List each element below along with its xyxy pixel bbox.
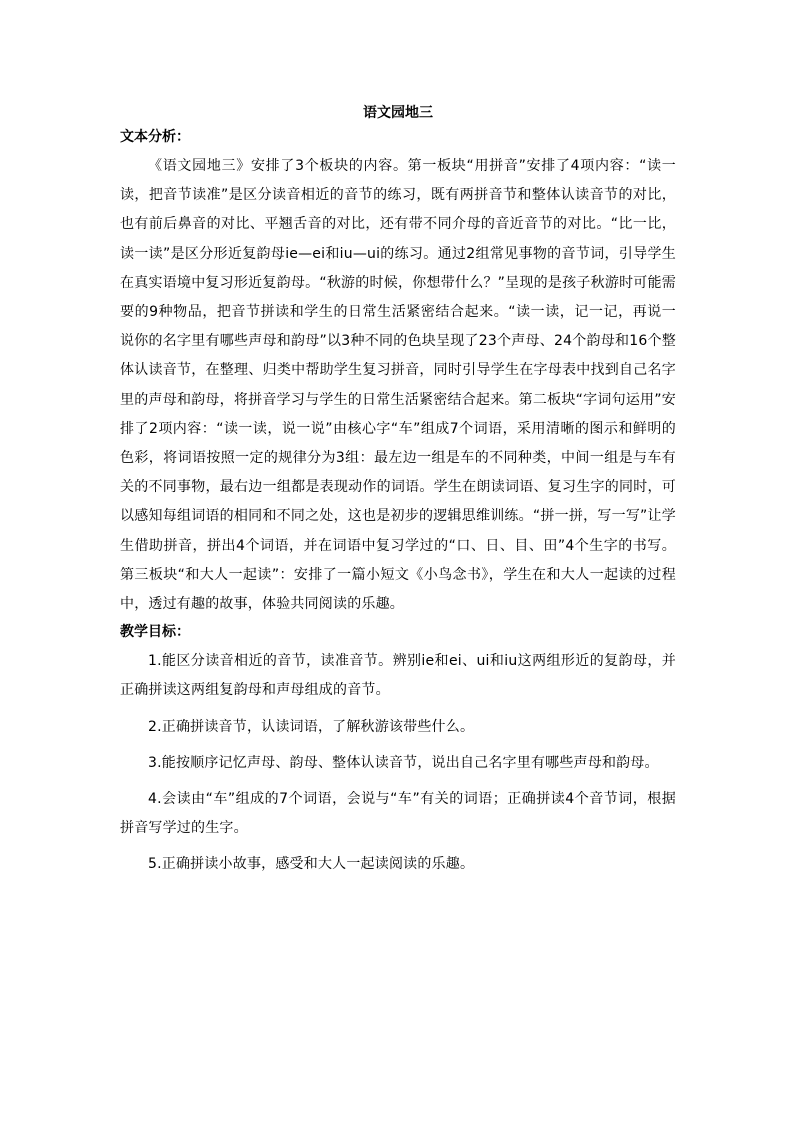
- objective-item-3: 3.能按顺序记忆声母、韵母、整体认读音节，说出自己名字里有哪些声母和韵母。: [148, 754, 659, 771]
- objective-item-1: 1.能区分读音相近的音节，读准音节。辨别ie和ei、ui和iu这两组形近的复韵母，并正确拼读这两组复韵母和声母组成的音节。: [120, 653, 676, 699]
- document-title: 语文园地三: [363, 105, 433, 121]
- objective-item-2: 2.正确拼读音节，认读词语，了解秋游该带些什么。: [148, 718, 475, 735]
- document-body: [120, 102, 676, 887]
- objectives-heading: 教学目标：: [120, 624, 190, 641]
- objective-item-5: 5.正确拼读小故事，感受和大人一起读阅读的乐趣。: [148, 856, 475, 873]
- analysis-paragraph: 《语文园地三》安排了3个板块的内容。第一板块“用拼音”安排了4项内容：“读一读，把音节读准”是区分读音相近的音节的练习，既有两拼音节和整体认读音节的对比，也有前后鼻音的对比、平翘舌音的对比，还有带不同介母的音近音节的对比。“比一比，读一读”是区分形近复韵母ie—ei和iu—ui的练习。通过2组常见事物的音节词，引导学生在真实语境中复习形近复韵母。“秋游的时候，你想带什么？”呈现的是孩子秋游时可能需要的9种物品，把音节拼读和学生的日常生活紧密结合起来。“读一读，记一记，再说一说你的名字里有哪些声母和韵母”以3种不同的色块呈现了23个声母、24个韵母和16个整体认读音节，在整理、归类中帮助学生复习拼音，同时引导学生在字母表中找到自己名字里的声母和韵母，将拼音学习与学生的日常生活紧密结合起来。第二板块“字词句运用”安排了2项内容：“读一读，说一说”由核心字“车”组成7个词语，采用清晰的图示和鲜明的色彩，将词语按照一定的规律分为3组：最左边一组是车的不同种类，中间一组是与车有关的不同事物，最右边一组都是表现动作的词语。学生在朗读词语、复习生字的同时，可以感知每组词语的相同和不同之处，这也是初步的逻辑思维训练。“拼一拼，写一写”让学生借助拼音，拼出4个词语，并在词语中复习学过的“口、日、目、田”4个生字的书写。第三板块“和大人一起读”：安排了一篇小短文《小鸟念书》，学生在和大人一起读的过程中，透过有趣的故事，体验共同阅读的乐趣。: [120, 158, 676, 613]
- analysis-heading: 文本分析：: [120, 129, 190, 145]
- objectives-list: [120, 647, 676, 879]
- objective-item-4: 4.会读由“车”组成的7个词语，会说与“车”有关的词语；正确拼读4个音节词，根据拼音写学过的生字。: [120, 791, 676, 837]
